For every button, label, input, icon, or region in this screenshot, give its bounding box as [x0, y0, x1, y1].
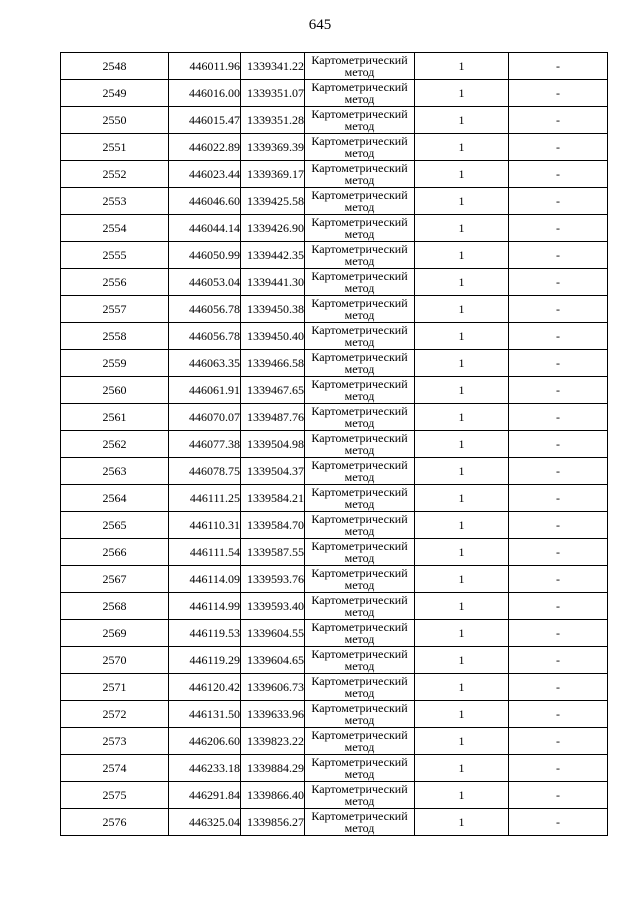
description-cell: -	[509, 701, 608, 728]
accuracy-cell: 1	[415, 242, 509, 269]
method-line-2: метод	[344, 551, 375, 565]
method-line-1: Картометрический	[311, 674, 408, 688]
y-coordinate-cell: 1339856.27	[241, 809, 305, 836]
point-number-cell: 2551	[61, 134, 169, 161]
point-number-cell: 2560	[61, 377, 169, 404]
table-row	[61, 674, 608, 701]
method-line-1: Картометрический	[311, 296, 408, 310]
method-line-2: метод	[344, 173, 375, 187]
point-number-cell: 2556	[61, 269, 169, 296]
table-row	[61, 458, 608, 485]
x-coordinate-cell: 446233.18	[169, 755, 241, 782]
method-cell	[305, 161, 415, 188]
method-cell	[305, 269, 415, 296]
method-line-2: метод	[344, 767, 375, 781]
method-line-1: Картометрический	[311, 485, 408, 499]
method-line-1: Картометрический	[311, 377, 408, 391]
y-coordinate-cell: 1339823.22	[241, 728, 305, 755]
x-coordinate-cell: 446291.84	[169, 782, 241, 809]
description-cell: -	[509, 80, 608, 107]
method-cell	[305, 755, 415, 782]
y-coordinate-cell: 1339351.28	[241, 107, 305, 134]
method-line-2: метод	[344, 524, 375, 538]
accuracy-cell: 1	[415, 755, 509, 782]
table-row	[61, 647, 608, 674]
method-cell	[305, 728, 415, 755]
table-row	[61, 809, 608, 836]
point-number-cell: 2554	[61, 215, 169, 242]
description-cell: -	[509, 53, 608, 80]
method-cell	[305, 188, 415, 215]
x-coordinate-cell: 446015.47	[169, 107, 241, 134]
point-number-cell: 2567	[61, 566, 169, 593]
y-coordinate-cell: 1339884.29	[241, 755, 305, 782]
method-line-1: Картометрический	[311, 215, 408, 229]
accuracy-cell: 1	[415, 647, 509, 674]
y-coordinate-cell: 1339341.22	[241, 53, 305, 80]
method-line-1: Картометрический	[311, 53, 408, 67]
table-row	[61, 755, 608, 782]
accuracy-cell: 1	[415, 485, 509, 512]
description-cell: -	[509, 161, 608, 188]
point-number-cell: 2552	[61, 161, 169, 188]
y-coordinate-cell: 1339633.96	[241, 701, 305, 728]
method-cell	[305, 431, 415, 458]
table-row	[61, 134, 608, 161]
point-number-cell: 2572	[61, 701, 169, 728]
x-coordinate-cell: 446063.35	[169, 350, 241, 377]
method-line-1: Картометрический	[311, 242, 408, 256]
method-line-2: метод	[344, 254, 375, 268]
table-row	[61, 485, 608, 512]
y-coordinate-cell: 1339442.35	[241, 242, 305, 269]
method-line-1: Картометрический	[311, 755, 408, 769]
accuracy-cell: 1	[415, 53, 509, 80]
method-cell	[305, 215, 415, 242]
description-cell: -	[509, 323, 608, 350]
x-coordinate-cell: 446206.60	[169, 728, 241, 755]
description-cell: -	[509, 647, 608, 674]
method-cell	[305, 134, 415, 161]
coordinates-table	[60, 52, 608, 836]
method-line-1: Картометрический	[311, 269, 408, 283]
table-row	[61, 107, 608, 134]
description-cell: -	[509, 107, 608, 134]
method-line-1: Картометрический	[311, 404, 408, 418]
point-number-cell: 2550	[61, 107, 169, 134]
table-row	[61, 296, 608, 323]
accuracy-cell: 1	[415, 512, 509, 539]
method-line-2: метод	[344, 92, 375, 106]
point-number-cell: 2570	[61, 647, 169, 674]
table-row	[61, 188, 608, 215]
table-row	[61, 593, 608, 620]
table-row	[61, 161, 608, 188]
x-coordinate-cell: 446120.42	[169, 674, 241, 701]
method-cell	[305, 458, 415, 485]
x-coordinate-cell: 446046.60	[169, 188, 241, 215]
method-line-1: Картометрический	[311, 134, 408, 148]
accuracy-cell: 1	[415, 350, 509, 377]
method-line-2: метод	[344, 821, 375, 835]
method-line-2: метод	[344, 578, 375, 592]
description-cell: -	[509, 620, 608, 647]
y-coordinate-cell: 1339369.17	[241, 161, 305, 188]
point-number-cell: 2562	[61, 431, 169, 458]
method-line-2: метод	[344, 335, 375, 349]
method-line-1: Картометрический	[311, 647, 408, 661]
method-line-2: метод	[344, 794, 375, 808]
accuracy-cell: 1	[415, 215, 509, 242]
x-coordinate-cell: 446111.54	[169, 539, 241, 566]
point-number-cell: 2568	[61, 593, 169, 620]
method-line-1: Картометрический	[311, 566, 408, 580]
table-body	[61, 53, 608, 836]
method-line-1: Картометрический	[311, 161, 408, 175]
method-cell	[305, 323, 415, 350]
table-row	[61, 620, 608, 647]
method-cell	[305, 242, 415, 269]
accuracy-cell: 1	[415, 134, 509, 161]
y-coordinate-cell: 1339450.38	[241, 296, 305, 323]
x-coordinate-cell: 446119.53	[169, 620, 241, 647]
description-cell: -	[509, 377, 608, 404]
y-coordinate-cell: 1339587.55	[241, 539, 305, 566]
x-coordinate-cell: 446050.99	[169, 242, 241, 269]
y-coordinate-cell: 1339487.76	[241, 404, 305, 431]
point-number-cell: 2559	[61, 350, 169, 377]
y-coordinate-cell: 1339369.39	[241, 134, 305, 161]
y-coordinate-cell: 1339441.30	[241, 269, 305, 296]
accuracy-cell: 1	[415, 107, 509, 134]
point-number-cell: 2566	[61, 539, 169, 566]
y-coordinate-cell: 1339504.98	[241, 431, 305, 458]
x-coordinate-cell: 446131.50	[169, 701, 241, 728]
description-cell: -	[509, 269, 608, 296]
method-line-1: Картометрический	[311, 323, 408, 337]
method-line-2: метод	[344, 443, 375, 457]
description-cell: -	[509, 188, 608, 215]
method-line-2: метод	[344, 686, 375, 700]
method-line-2: метод	[344, 389, 375, 403]
y-coordinate-cell: 1339450.40	[241, 323, 305, 350]
method-line-1: Картометрический	[311, 107, 408, 121]
y-coordinate-cell: 1339426.90	[241, 215, 305, 242]
accuracy-cell: 1	[415, 188, 509, 215]
method-line-2: метод	[344, 659, 375, 673]
method-cell	[305, 512, 415, 539]
table-row	[61, 80, 608, 107]
table-row	[61, 53, 608, 80]
accuracy-cell: 1	[415, 728, 509, 755]
method-line-1: Картометрический	[311, 782, 408, 796]
method-cell	[305, 404, 415, 431]
method-line-1: Картометрический	[311, 539, 408, 553]
y-coordinate-cell: 1339604.55	[241, 620, 305, 647]
method-line-2: метод	[344, 470, 375, 484]
method-cell	[305, 107, 415, 134]
y-coordinate-cell: 1339866.40	[241, 782, 305, 809]
table-row	[61, 404, 608, 431]
page-number: 645	[308, 17, 332, 33]
description-cell: -	[509, 593, 608, 620]
method-cell	[305, 809, 415, 836]
table-row	[61, 215, 608, 242]
description-cell: -	[509, 674, 608, 701]
x-coordinate-cell: 446061.91	[169, 377, 241, 404]
method-line-2: метод	[344, 119, 375, 133]
point-number-cell: 2574	[61, 755, 169, 782]
x-coordinate-cell: 446056.78	[169, 323, 241, 350]
point-number-cell: 2561	[61, 404, 169, 431]
point-number-cell: 2553	[61, 188, 169, 215]
y-coordinate-cell: 1339351.07	[241, 80, 305, 107]
x-coordinate-cell: 446023.44	[169, 161, 241, 188]
point-number-cell: 2575	[61, 782, 169, 809]
method-line-1: Картометрический	[311, 431, 408, 445]
method-line-1: Картометрический	[311, 728, 408, 742]
x-coordinate-cell: 446053.04	[169, 269, 241, 296]
description-cell: -	[509, 809, 608, 836]
method-line-2: метод	[344, 632, 375, 646]
description-cell: -	[509, 512, 608, 539]
method-line-2: метод	[344, 362, 375, 376]
description-cell: -	[509, 404, 608, 431]
table-row	[61, 431, 608, 458]
method-line-1: Картометрический	[311, 512, 408, 526]
table-row	[61, 782, 608, 809]
method-cell	[305, 674, 415, 701]
x-coordinate-cell: 446114.09	[169, 566, 241, 593]
point-number-cell: 2573	[61, 728, 169, 755]
accuracy-cell: 1	[415, 161, 509, 188]
x-coordinate-cell: 446111.25	[169, 485, 241, 512]
method-cell	[305, 80, 415, 107]
accuracy-cell: 1	[415, 593, 509, 620]
description-cell: -	[509, 458, 608, 485]
method-line-2: метод	[344, 65, 375, 79]
x-coordinate-cell: 446077.38	[169, 431, 241, 458]
method-cell	[305, 485, 415, 512]
point-number-cell: 2558	[61, 323, 169, 350]
table-row	[61, 512, 608, 539]
x-coordinate-cell: 446056.78	[169, 296, 241, 323]
method-line-1: Картометрический	[311, 80, 408, 94]
method-line-1: Картометрический	[311, 620, 408, 634]
method-line-1: Картометрический	[311, 458, 408, 472]
description-cell: -	[509, 728, 608, 755]
point-number-cell: 2563	[61, 458, 169, 485]
accuracy-cell: 1	[415, 566, 509, 593]
y-coordinate-cell: 1339504.37	[241, 458, 305, 485]
y-coordinate-cell: 1339584.21	[241, 485, 305, 512]
y-coordinate-cell: 1339466.58	[241, 350, 305, 377]
x-coordinate-cell: 446119.29	[169, 647, 241, 674]
method-cell	[305, 620, 415, 647]
description-cell: -	[509, 485, 608, 512]
description-cell: -	[509, 296, 608, 323]
description-cell: -	[509, 782, 608, 809]
method-line-2: метод	[344, 713, 375, 727]
x-coordinate-cell: 446114.99	[169, 593, 241, 620]
table-row	[61, 377, 608, 404]
method-line-1: Картометрический	[311, 593, 408, 607]
x-coordinate-cell: 446078.75	[169, 458, 241, 485]
method-line-2: метод	[344, 281, 375, 295]
method-line-2: метод	[344, 146, 375, 160]
method-cell	[305, 377, 415, 404]
y-coordinate-cell: 1339425.58	[241, 188, 305, 215]
method-line-2: метод	[344, 740, 375, 754]
x-coordinate-cell: 446110.31	[169, 512, 241, 539]
method-line-2: метод	[344, 416, 375, 430]
table-row	[61, 350, 608, 377]
description-cell: -	[509, 242, 608, 269]
accuracy-cell: 1	[415, 377, 509, 404]
method-cell	[305, 539, 415, 566]
table-row	[61, 566, 608, 593]
accuracy-cell: 1	[415, 782, 509, 809]
description-cell: -	[509, 431, 608, 458]
x-coordinate-cell: 446011.96	[169, 53, 241, 80]
method-cell	[305, 53, 415, 80]
method-cell	[305, 350, 415, 377]
point-number-cell: 2565	[61, 512, 169, 539]
accuracy-cell: 1	[415, 701, 509, 728]
method-cell	[305, 647, 415, 674]
y-coordinate-cell: 1339606.73	[241, 674, 305, 701]
point-number-cell: 2564	[61, 485, 169, 512]
method-cell	[305, 593, 415, 620]
point-number-cell: 2548	[61, 53, 169, 80]
method-line-2: метод	[344, 497, 375, 511]
point-number-cell: 2569	[61, 620, 169, 647]
accuracy-cell: 1	[415, 809, 509, 836]
method-cell	[305, 701, 415, 728]
accuracy-cell: 1	[415, 296, 509, 323]
accuracy-cell: 1	[415, 431, 509, 458]
description-cell: -	[509, 350, 608, 377]
y-coordinate-cell: 1339593.76	[241, 566, 305, 593]
table-row	[61, 539, 608, 566]
x-coordinate-cell: 446070.07	[169, 404, 241, 431]
y-coordinate-cell: 1339584.70	[241, 512, 305, 539]
method-line-1: Картометрический	[311, 809, 408, 823]
method-line-1: Картометрический	[311, 701, 408, 715]
x-coordinate-cell: 446022.89	[169, 134, 241, 161]
accuracy-cell: 1	[415, 404, 509, 431]
table-row	[61, 269, 608, 296]
method-line-1: Картометрический	[311, 188, 408, 202]
x-coordinate-cell: 446325.04	[169, 809, 241, 836]
y-coordinate-cell: 1339467.65	[241, 377, 305, 404]
method-line-2: метод	[344, 200, 375, 214]
method-cell	[305, 566, 415, 593]
method-cell	[305, 296, 415, 323]
table-row	[61, 728, 608, 755]
x-coordinate-cell: 446016.00	[169, 80, 241, 107]
accuracy-cell: 1	[415, 269, 509, 296]
description-cell: -	[509, 134, 608, 161]
description-cell: -	[509, 755, 608, 782]
method-line-2: метод	[344, 227, 375, 241]
accuracy-cell: 1	[415, 539, 509, 566]
point-number-cell: 2549	[61, 80, 169, 107]
method-line-2: метод	[344, 308, 375, 322]
accuracy-cell: 1	[415, 323, 509, 350]
point-number-cell: 2571	[61, 674, 169, 701]
method-cell	[305, 782, 415, 809]
table-row	[61, 323, 608, 350]
method-line-2: метод	[344, 605, 375, 619]
accuracy-cell: 1	[415, 80, 509, 107]
accuracy-cell: 1	[415, 674, 509, 701]
description-cell: -	[509, 566, 608, 593]
point-number-cell: 2576	[61, 809, 169, 836]
accuracy-cell: 1	[415, 458, 509, 485]
y-coordinate-cell: 1339593.40	[241, 593, 305, 620]
table-row	[61, 242, 608, 269]
method-line-1: Картометрический	[311, 350, 408, 364]
description-cell: -	[509, 539, 608, 566]
description-cell: -	[509, 215, 608, 242]
accuracy-cell: 1	[415, 620, 509, 647]
y-coordinate-cell: 1339604.65	[241, 647, 305, 674]
point-number-cell: 2555	[61, 242, 169, 269]
x-coordinate-cell: 446044.14	[169, 215, 241, 242]
table-row	[61, 701, 608, 728]
point-number-cell: 2557	[61, 296, 169, 323]
